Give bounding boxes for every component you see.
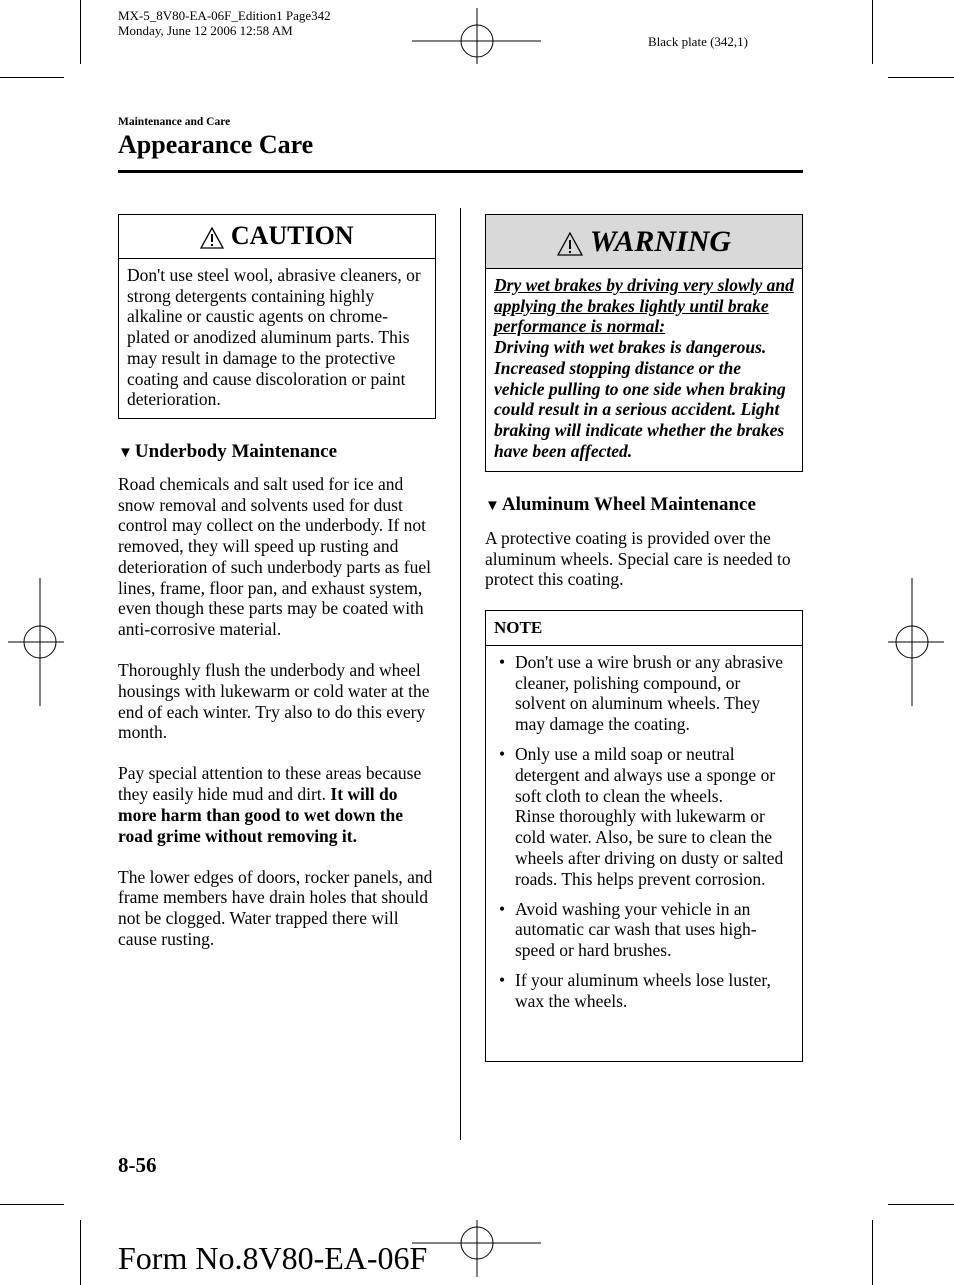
note-item: • Don't use a wire brush or any abrasive cleaner, polishing compound, or solvent on aluminum wheels. They may damage the coating. [515, 652, 794, 735]
date-info-line: Monday, June 12 2006 12:58 AM [118, 23, 293, 38]
section-label: Maintenance and Care [118, 116, 231, 128]
underbody-text [118, 474, 438, 970]
file-info-line: MX-5_8V80-EA-06F_Edition1 Page342 [118, 8, 331, 23]
warning-underlined-text: Dry wet brakes by driving very slowly and applying the brakes lightly until brake performance is normal: [494, 275, 794, 337]
plate-info: Black plate (342,1) [648, 34, 748, 49]
caution-label: CAUTION [230, 221, 354, 250]
note-item-extra-text: Rinse thoroughly with lukewarm or cold water. Also, be sure to clean the wheels after driving on dusty or salted roads. This helps prevent corrosion. [515, 806, 784, 889]
down-triangle-icon: ▼ [485, 498, 500, 514]
warning-box [485, 214, 803, 472]
note-list [486, 646, 802, 1012]
note-item: • Avoid washing your vehicle in an automatic car wash that uses high-speed or hard brushes. [515, 899, 794, 961]
warning-label: WARNING [589, 225, 732, 258]
note-header: NOTE [486, 611, 802, 646]
underbody-paragraph-3-bold: It will do more harm than good to wet down the road grime without removing it. [118, 784, 404, 846]
underbody-paragraph-3 [118, 763, 438, 846]
underbody-paragraph-3-regular: Pay special attention to these areas because they easily hide mud and dirt. [118, 763, 422, 805]
aluminum-paragraph-1: A protective coating is provided over the aluminum wheels. Special care is needed to protect this coating. [485, 528, 791, 590]
form-number: Form No.8V80-EA-06F [118, 1240, 428, 1276]
note-item-text: Only use a mild soap or neutral detergent and always use a sponge or soft cloth to clean the wheels. [515, 744, 776, 806]
aluminum-heading-text: Aluminum Wheel Maintenance [501, 494, 756, 515]
caution-header [119, 215, 435, 259]
warning-text [486, 269, 802, 467]
column-divider [460, 208, 461, 1140]
underbody-paragraph-4: The lower edges of doors, rocker panels, and frame members have drain holes that should not be clogged. Water trapped there will cause rusting. [118, 866, 433, 949]
aluminum-heading [485, 494, 756, 516]
warning-triangle-icon [200, 227, 224, 249]
caution-text: Don't use steel wool, abrasive cleaners, or strong detergents containing highly alkaline or caustic agents on chrome-plated or anodized aluminum parts. This may result in damage to the protective coating and cause discoloration or paint deterioration. [127, 265, 421, 410]
underbody-paragraph-1: Road chemicals and salt used for ice and snow removal and solvents used for dust control may collect on the underbody. If not removed, they will speed up rusting and deterioration of such underbody parts as fuel lines, frame, floor pan, and exhaust system, even though these parts may be coated with anti-corrosive material. [118, 474, 431, 639]
warning-main-text: Driving with wet brakes is dangerous. Increased stopping distance or the vehicle pulling to one side when braking could result in a serious accident. Light braking will indicate whether the brakes have been affected. [494, 337, 786, 461]
underbody-paragraph-2: Thoroughly flush the underbody and wheel housings with lukewarm or cold water at the end of each winter. Try also to do this every month. [118, 660, 430, 743]
warning-header [486, 215, 802, 269]
down-triangle-icon: ▼ [118, 445, 133, 461]
warning-triangle-icon [557, 232, 583, 256]
underbody-heading [118, 441, 337, 463]
page-number: 8-56 [118, 1153, 157, 1177]
aluminum-text [485, 528, 803, 611]
underbody-heading-text: Underbody Maintenance [134, 441, 338, 462]
caution-box [118, 214, 436, 419]
page-title: Appearance Care [118, 130, 314, 159]
note-item: • If your aluminum wheels lose luster, wax the wheels. [515, 970, 794, 1011]
file-info [118, 8, 331, 38]
title-rule [118, 170, 803, 173]
note-item [515, 744, 794, 889]
note-box [485, 610, 803, 1062]
